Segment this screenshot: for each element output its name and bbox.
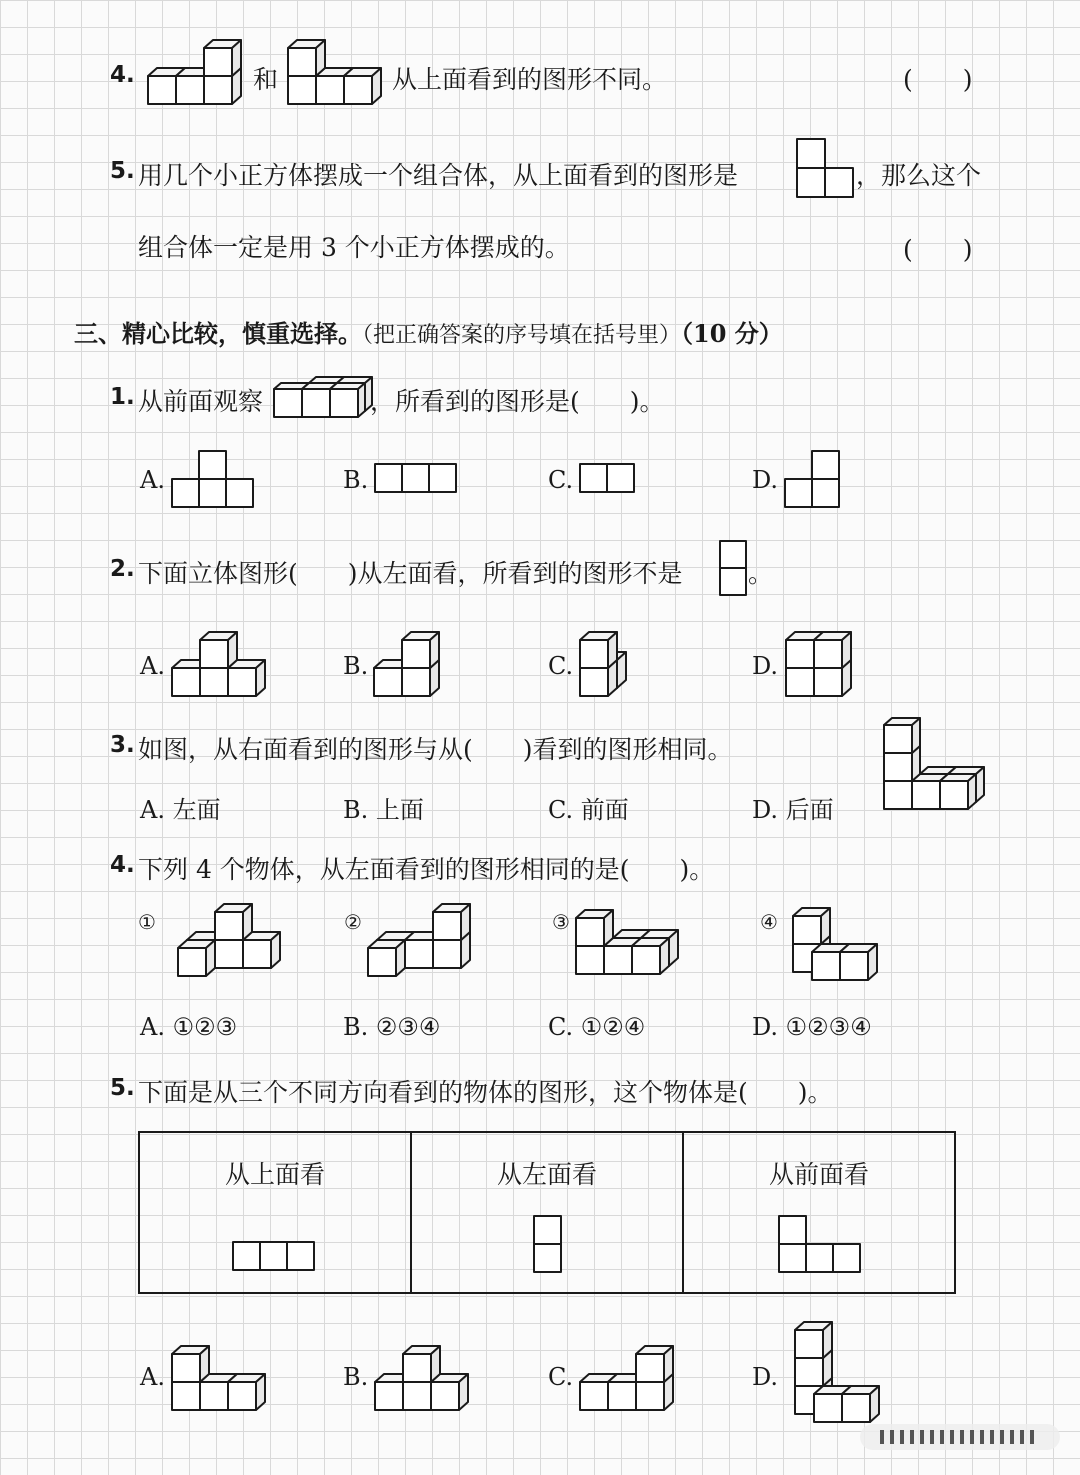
choice-q5-option-b[interactable]: B. — [343, 1363, 369, 1391]
choice-q2-number: 2. — [110, 556, 135, 582]
choice-q5-solid-c — [578, 1340, 678, 1412]
judge-q4-shape-a — [146, 40, 246, 108]
choice-q2-solid-b — [372, 630, 452, 700]
choice-q4-label-1: ① — [138, 910, 156, 934]
choice-q1-figure-d — [784, 450, 844, 510]
choice-q2-post: 。 — [748, 559, 774, 588]
view-shape-front — [778, 1215, 866, 1275]
choice-q4-text: 下列 4 个物体，从左面看到的图形相同的是( )。 — [138, 855, 715, 884]
choice-q4-number: 4. — [110, 852, 135, 878]
section3-score: （10 分） — [681, 319, 783, 348]
choice-q5-number: 5. — [110, 1075, 135, 1101]
choice-q2-option-d[interactable]: D. — [752, 652, 779, 680]
choice-q1-option-c[interactable]: C. — [548, 466, 574, 494]
choice-q3-solid — [882, 714, 982, 814]
choice-q2-option-c[interactable]: C. — [548, 652, 574, 680]
choice-q5-option-a[interactable]: A. — [140, 1363, 165, 1391]
choice-q2-option-a[interactable]: A. — [140, 652, 165, 680]
choice-q4-solid-4 — [782, 908, 882, 982]
choice-q5-option-d[interactable]: D. — [752, 1363, 779, 1391]
choice-q5-text: 下面是从三个不同方向看到的物体的图形，这个物体是( )。 — [138, 1078, 833, 1107]
view-cell-left — [412, 1133, 684, 1292]
choice-q1-option-a[interactable]: A. — [140, 466, 165, 494]
judge-q4-conj: 和 — [253, 65, 279, 94]
choice-q1-option-d[interactable]: D. — [752, 466, 779, 494]
choice-q1-figure-b — [374, 463, 460, 495]
choice-q5-views-table — [138, 1131, 956, 1294]
choice-q4-label-3: ③ — [552, 910, 570, 934]
judge-q4-text: 从上面看到的图形不同。 — [392, 65, 668, 94]
choice-q2-view-shape — [719, 540, 749, 600]
choice-q1-option-b[interactable]: B. — [343, 466, 369, 494]
choice-q3-option-a[interactable]: A. 左面 — [140, 796, 221, 824]
choice-q4-solid-2 — [366, 906, 466, 978]
choice-q4-option-d[interactable]: D. ①②③④ — [752, 1013, 872, 1041]
choice-q2-option-b[interactable]: B. — [343, 652, 369, 680]
choice-q5-solid-b — [373, 1340, 473, 1412]
view-header-top: 从上面看 — [224, 1160, 325, 1189]
view-shape-left — [533, 1215, 565, 1275]
choice-q4-option-b[interactable]: B. ②③④ — [343, 1013, 441, 1041]
choice-q5-option-c[interactable]: C. — [548, 1363, 574, 1391]
choice-q3-number: 3. — [110, 732, 135, 758]
choice-q1-solid — [272, 372, 372, 420]
view-shape-top — [232, 1241, 320, 1273]
judge-q5-text-1: 用几个小正方体摆成一个组合体，从上面看到的图形是 — [138, 161, 739, 190]
watermark-logo-icon — [860, 1424, 1060, 1450]
judge-q5-top-view — [796, 138, 856, 200]
choice-q2-solid-d — [784, 630, 864, 700]
choice-q1-figure-a — [171, 450, 257, 510]
view-header-front: 从前面看 — [768, 1160, 869, 1189]
view-header-left: 从左面看 — [496, 1160, 597, 1189]
choice-q5-solid-a — [170, 1340, 270, 1412]
choice-q4-option-c[interactable]: C. ①②④ — [548, 1013, 646, 1041]
choice-q1-number: 1. — [110, 384, 135, 410]
choice-q2-pre: 下面立体图形( )从左面看，所看到的图形不是 — [138, 559, 683, 588]
choice-q1-post: ，所看到的图形是( )。 — [370, 387, 665, 416]
choice-q1-figure-c — [579, 463, 639, 495]
view-cell-front — [684, 1133, 954, 1292]
judge-q4-answer-paren[interactable]: ( ) — [903, 65, 973, 94]
choice-q2-solid-a — [170, 630, 270, 700]
choice-q4-label-4: ④ — [760, 910, 778, 934]
section3-heading — [74, 314, 783, 349]
judge-q5-text-2: ，那么这个 — [856, 161, 982, 190]
choice-q4-solid-1 — [158, 906, 258, 978]
choice-q4-solid-3 — [574, 908, 674, 978]
section3-title: 三、精心比较，慎重选择。 — [74, 319, 362, 348]
judge-q5-answer-paren[interactable]: ( ) — [903, 235, 973, 264]
choice-q4-option-a[interactable]: A. ①②③ — [140, 1013, 238, 1041]
choice-q3-text: 如图，从右面看到的图形与从( )看到的图形相同。 — [138, 735, 733, 764]
choice-q2-solid-c — [578, 628, 638, 700]
choice-q3-option-d[interactable]: D. 后面 — [752, 796, 834, 824]
view-cell-top — [140, 1133, 412, 1292]
section3-note: （把正确答案的序号填在括号里） — [362, 323, 682, 348]
choice-q3-option-b[interactable]: B. 上面 — [343, 796, 424, 824]
judge-q4-shape-b — [286, 40, 386, 108]
choice-q3-option-c[interactable]: C. 前面 — [548, 796, 629, 824]
judge-q4-number: 4. — [110, 62, 135, 88]
judge-q5-text-3: 组合体一定是用 3 个小正方体摆成的。 — [138, 233, 570, 262]
choice-q4-label-2: ② — [344, 910, 362, 934]
choice-q1-pre: 从前面观察 — [138, 387, 264, 416]
judge-q5-number: 5. — [110, 158, 135, 184]
choice-q5-solid-d — [784, 1326, 884, 1426]
